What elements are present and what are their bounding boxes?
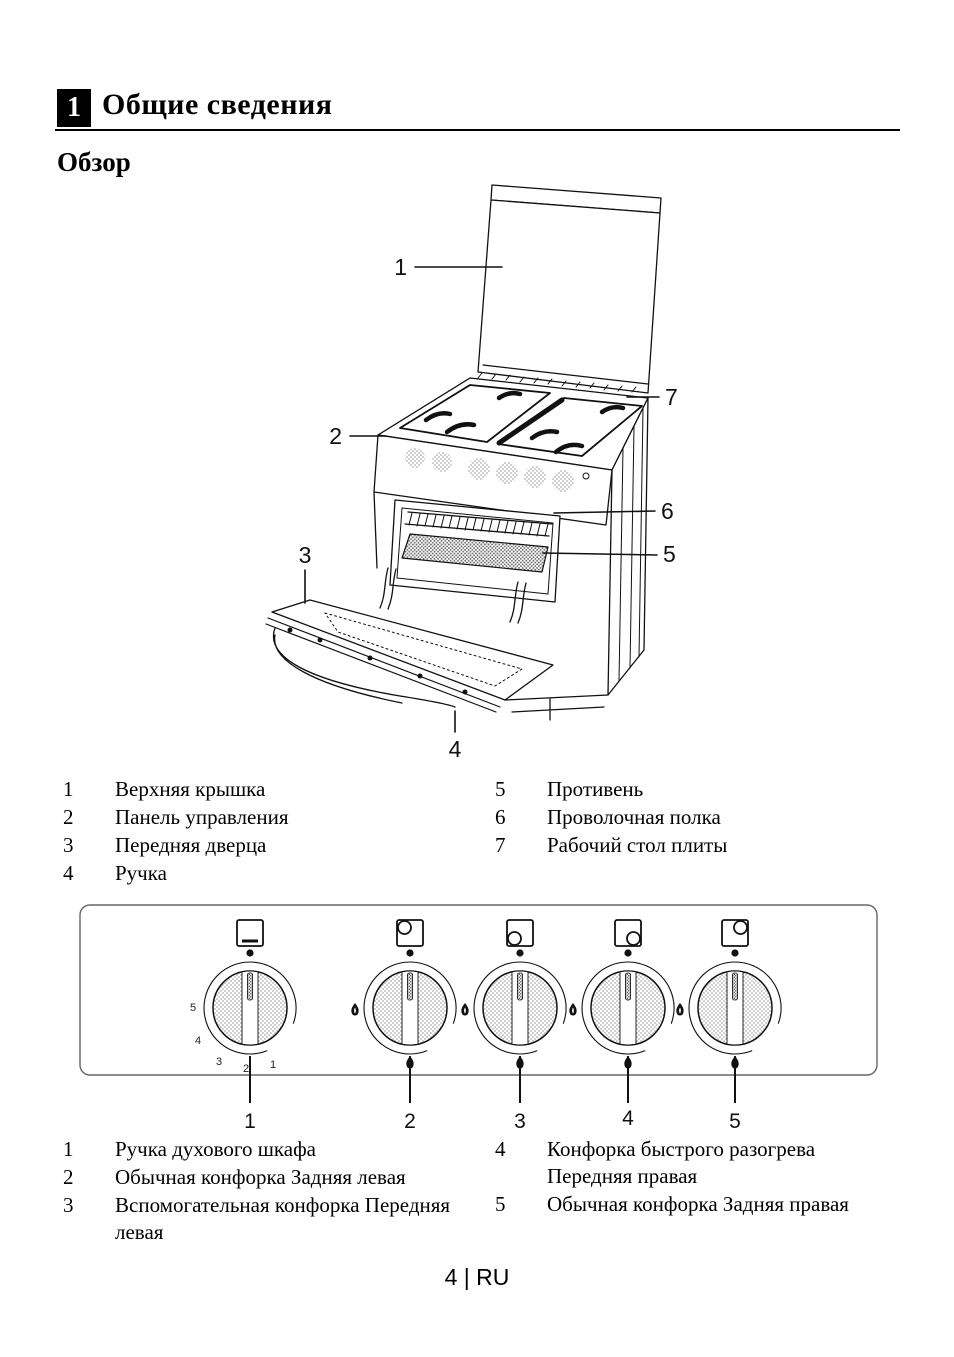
legend-row — [495, 1136, 859, 1190]
legend-label: Конфорка быстрого разогрева Передняя правая — [547, 1137, 816, 1188]
legend-row — [63, 804, 465, 831]
callout-7: 7 — [665, 384, 678, 410]
knob-number-3: 3 — [514, 1110, 526, 1133]
burner-rear-left-icon — [397, 920, 423, 946]
legend-num: 5 — [495, 1192, 506, 1216]
legend-row — [63, 1164, 461, 1191]
header-rule — [55, 129, 900, 131]
page-footer: 4 | RU — [444, 1264, 510, 1290]
legend-num: 4 — [495, 1137, 506, 1161]
overview-legend-left — [63, 776, 465, 888]
oven-scale-4: 4 — [194, 1035, 202, 1047]
legend-row — [63, 832, 465, 859]
legend-row — [63, 1192, 461, 1246]
legend-num: 7 — [495, 833, 506, 857]
legend-num: 6 — [495, 805, 506, 829]
legend-label: Обычная конфорка Задняя правая — [547, 1192, 849, 1216]
knob-number-5: 5 — [729, 1110, 741, 1133]
section-title: Общие сведения — [102, 88, 333, 121]
oven-scale-5: 5 — [189, 1002, 197, 1014]
legend-row — [495, 776, 897, 803]
control-panel-legend-right — [495, 1136, 859, 1219]
control-panel-diagram — [60, 895, 895, 1140]
subsection-title: Обзор — [57, 147, 131, 177]
callout-3: 3 — [298, 542, 312, 568]
legend-label: Ручка — [115, 861, 167, 885]
stove-diagram — [250, 180, 720, 760]
oven-door — [266, 600, 553, 712]
callout-6: 6 — [661, 498, 674, 524]
oven-icon — [237, 920, 263, 946]
legend-label: Верхняя крышка — [115, 777, 266, 801]
legend-row — [495, 832, 897, 859]
legend-num: 4 — [63, 861, 74, 885]
legend-label: Рабочий стол плиты — [547, 833, 728, 857]
legend-label: Противень — [547, 777, 644, 801]
legend-label: Панель управления — [115, 805, 289, 829]
legend-num: 2 — [63, 1165, 74, 1189]
legend-num: 1 — [63, 777, 74, 801]
legend-label: Ручка духового шкафа — [115, 1137, 316, 1161]
legend-row — [63, 860, 465, 887]
callout-5: 5 — [663, 541, 676, 567]
burner-front-left-icon — [507, 920, 533, 946]
legend-row — [495, 804, 897, 831]
section-number-badge: 1 — [57, 89, 91, 127]
legend-label: Проволочная полка — [547, 805, 721, 829]
legend-num: 3 — [63, 1193, 74, 1217]
legend-num: 5 — [495, 777, 506, 801]
overview-legend-right — [495, 776, 897, 860]
callout-4: 4 — [448, 736, 462, 760]
knob-number-2: 2 — [404, 1110, 416, 1133]
burner-front-right-icon — [615, 920, 641, 946]
oven-scale-2: 2 — [242, 1063, 250, 1075]
control-panel-legend-left — [63, 1136, 461, 1247]
stove-lid — [478, 185, 661, 393]
knob-number-4: 4 — [622, 1107, 634, 1130]
oven-scale-3: 3 — [215, 1056, 223, 1068]
oven-scale-1: 1 — [269, 1059, 277, 1071]
legend-label: Передняя дверца — [115, 833, 267, 857]
knob-number-1: 1 — [244, 1110, 256, 1133]
legend-row — [495, 1191, 859, 1218]
burner-rear-right-icon — [722, 920, 748, 946]
legend-num: 2 — [63, 805, 74, 829]
legend-label: Обычная конфорка Задняя левая — [115, 1165, 406, 1189]
callout-1: 1 — [394, 254, 407, 280]
knob-numbers — [244, 1107, 741, 1133]
callout-2: 2 — [329, 423, 342, 449]
legend-num: 3 — [63, 833, 74, 857]
legend-row — [63, 776, 465, 803]
legend-num: 1 — [63, 1137, 74, 1161]
legend-label: Вспомогательная конфорка Передняя левая — [115, 1193, 451, 1244]
legend-row — [63, 1136, 461, 1163]
